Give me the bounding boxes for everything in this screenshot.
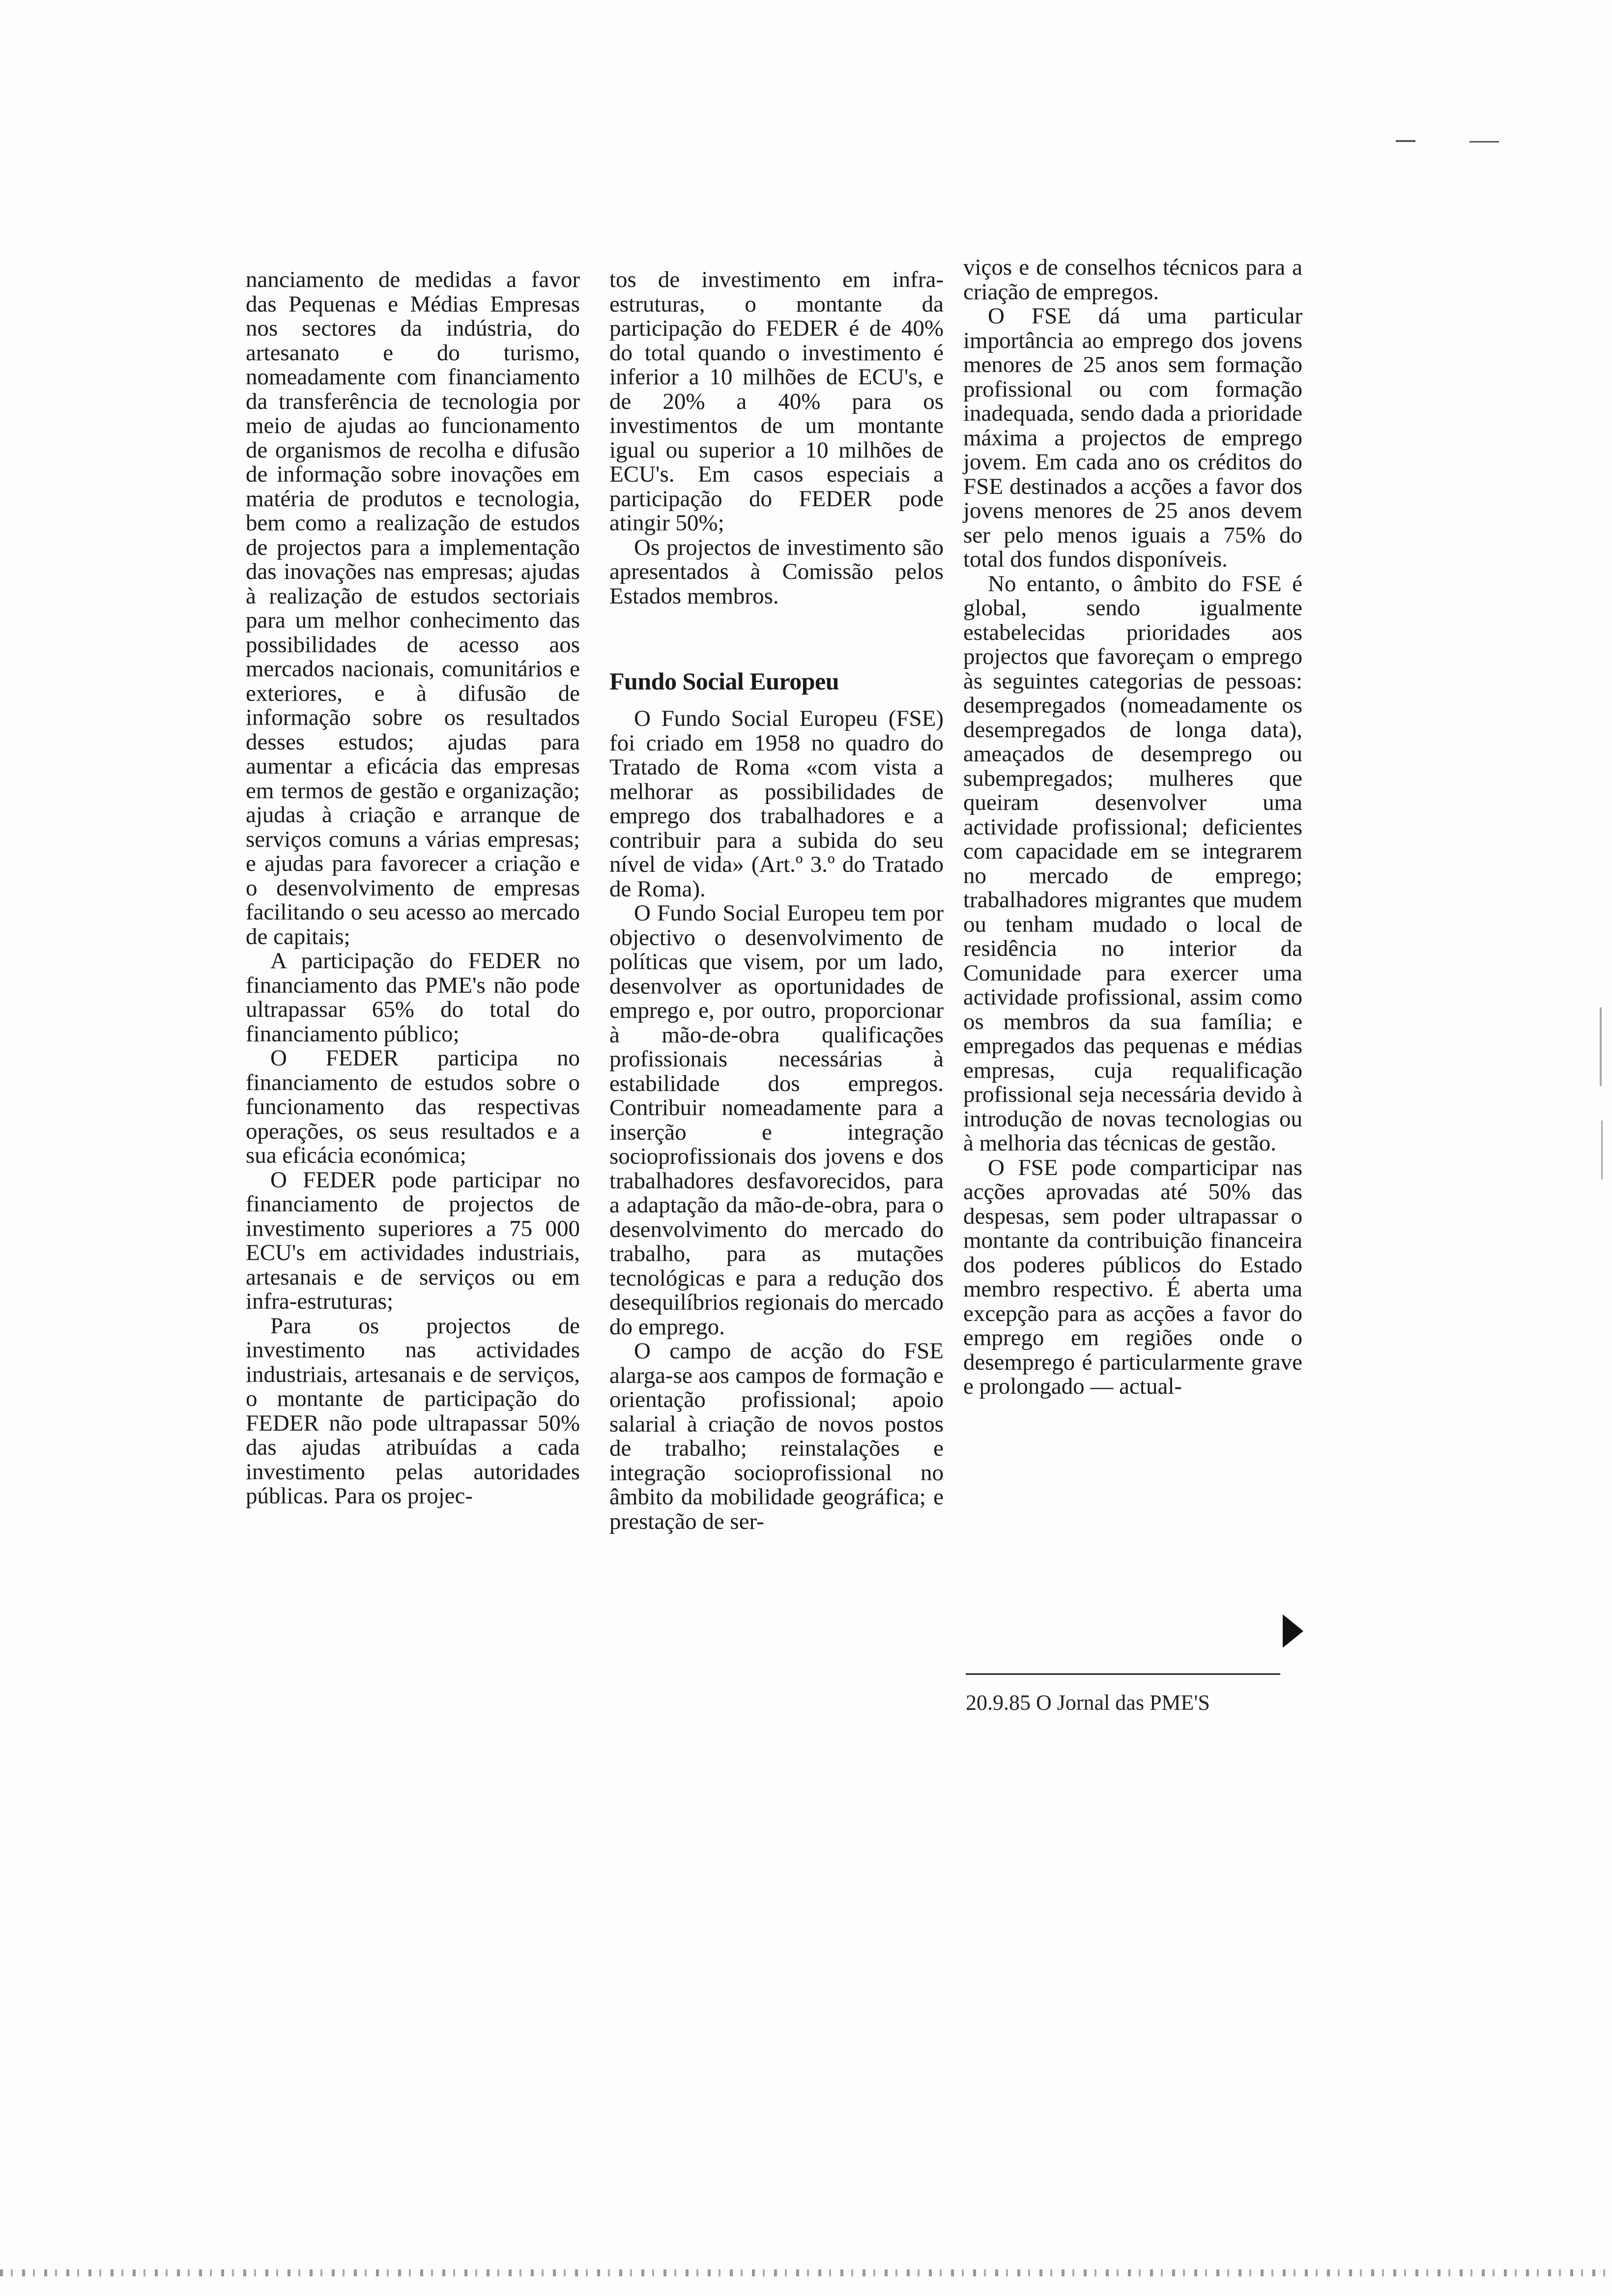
footer-rule bbox=[966, 1673, 1280, 1675]
paragraph: O FSE pode comparticipar nas acções aprovadas até 50% das despesas, sem poder ultrapassar o montante da contribuição financeira dos poderes públicos do Estado membro respectivo. É aberta uma excepção para as acções a favor do emprego em regiões onde o desemprego é particularmente grave e prolongado — actual- bbox=[963, 1154, 1302, 1399]
scan-speck bbox=[1601, 1120, 1603, 1179]
paragraph: O Fundo Social Europeu (FSE) foi criado em 1958 no quadro do Tratado de Roma «com vista a melhorar as possibilidades de emprego dos trabalhadores e a contribuir para a subida do seu nível de vida» (Art.º 3.º do Tratado de Roma). bbox=[609, 706, 944, 902]
scan-edge-noise bbox=[0, 2269, 1612, 2276]
scan-speck bbox=[1600, 1007, 1602, 1086]
paragraph: Para os projectos de investimento nas actividades industriais, artesanais e de serviços, o montante de participação do FEDER não pode ultrapassar 50% das ajudas atribuídas a cada investimento pelas autoridades públicas. Para os projec- bbox=[246, 1313, 580, 1509]
paragraph: No entanto, o âmbito do FSE é global, sendo igualmente estabelecidas prioridades aos projectos que favoreçam o emprego às seguintes categorias de pessoas: desempregados (nomeadamente os desempregados de longa data), ameaçados de desemprego ou subempregados; mulheres que queiram desenvolver uma actividade profissional; deficientes com capacidade em se integrarem no mercado de emprego; trabalhadores migrantes que mudem ou tenham mudado o local de residência no interior da Comunidade para exercer uma actividade profissional, assim como os membros da sua família; e empregados das pequenas e médias empresas, cuja requalificação profissional seja necessária devido à introdução de novas tecnologias ou à melhoria das técnicas de gestão. bbox=[963, 571, 1302, 1156]
section-heading: Fundo Social Europeu bbox=[609, 667, 839, 695]
paragraph: O FSE dá uma particular importância ao emprego dos jovens menores de 25 anos sem formação profissional ou com formação inadequada, sendo dada a prioridade máxima a projectos de emprego jovem. Em cada ano os créditos do FSE destinados a acções a favor dos jovens menores de 25 anos devem ser pelo menos iguais a 75% do total dos fundos disponíveis. bbox=[963, 303, 1302, 572]
paragraph: O FEDER pode participar no financiamento de projectos de investimento superiores a 75 000 ECU's em actividades industriais, artesanais e de serviços ou em infra-estruturas; bbox=[246, 1167, 580, 1314]
paragraph: Os projectos de investimento são apresentados à Comissão pelos Estados membros. bbox=[609, 534, 944, 609]
paragraph: nanciamento de medidas a favor das Pequenas e Médias Empresas nos sectores da indústria, do artesanato e do turismo, nomeadamente com financiamento da transferência de tecnologia por meio de ajudas ao funcionamento de organismos de recolha e difusão de informação sobre inovações em matéria de produtos e tecnologia, bem como a realização de estudos de projectos para a implementação das inovações nas empresas; ajudas à realização de estudos sectoriais para um melhor conhecimento das possibilidades de acesso aos mercados nacionais, comunitários e exteriores, e à difusão de informação sobre os resultados desses estudos; ajudas para aumentar a eficácia das empresas em termos de gestão e organização; ajudas à criação e arranque de serviços comuns a várias empresas; e ajudas para favorecer a criação e o desenvolvimento de empresas facilitando o seu acesso ao mercado de capitais; bbox=[246, 267, 580, 949]
scan-speck bbox=[1469, 141, 1499, 143]
paragraph: O campo de acção do FSE alarga-se aos campos de formação e orientação profissional; apoio salarial à criação de novos postos de trabalho; reinstalações e integração socioprofissional no âmbito da mobilidade geográfica; e prestação de ser- bbox=[609, 1338, 944, 1534]
text-column-1 bbox=[246, 268, 580, 1509]
text-column-3 bbox=[963, 256, 1302, 1399]
paragraph: viços e de conselhos técnicos para a criação de empregos. bbox=[963, 255, 1302, 305]
page-footer: 20.9.85 O Jornal das PME'S bbox=[966, 1691, 1210, 1715]
continue-arrow-icon bbox=[1283, 1614, 1303, 1648]
scan-speck bbox=[1396, 140, 1415, 142]
paragraph: O Fundo Social Europeu tem por objectivo o desenvolvimento de políticas que visem, por um lado, desenvolver as oportunidades de emprego e, por outro, proporcionar à mão-de-obra qualificações profissionais necessárias à estabilidade dos empregos. Contribuir nomeadamente para a inserção e integração socioprofissionais dos jovens e dos trabalhadores desfavorecidos, para a adaptação da mão-de-obra, para o desenvolvimento do mercado do trabalho, para as mutações tecnológicas e para a redução dos desequilíbrios regionais do mercado do emprego. bbox=[609, 900, 944, 1340]
paragraph: tos de investimento em infra-estruturas, o montante da participação do FEDER é de 40% do total quando o investimento é inferior a 10 milhões de ECU's, e de 20% a 40% para os investimentos de um montante igual ou superior a 10 milhões de ECU's. Em casos especiais a participação do FEDER pode atingir 50%; bbox=[609, 267, 944, 536]
paragraph: A participação do FEDER no financiamento das PME's não pode ultrapassar 65% do total do financiamento público; bbox=[246, 948, 580, 1047]
text-column-2 bbox=[609, 268, 944, 1534]
paragraph: O FEDER participa no financiamento de estudos sobre o funcionamento das respectivas operações, os seus resultados e a sua eficácia económica; bbox=[246, 1045, 580, 1168]
